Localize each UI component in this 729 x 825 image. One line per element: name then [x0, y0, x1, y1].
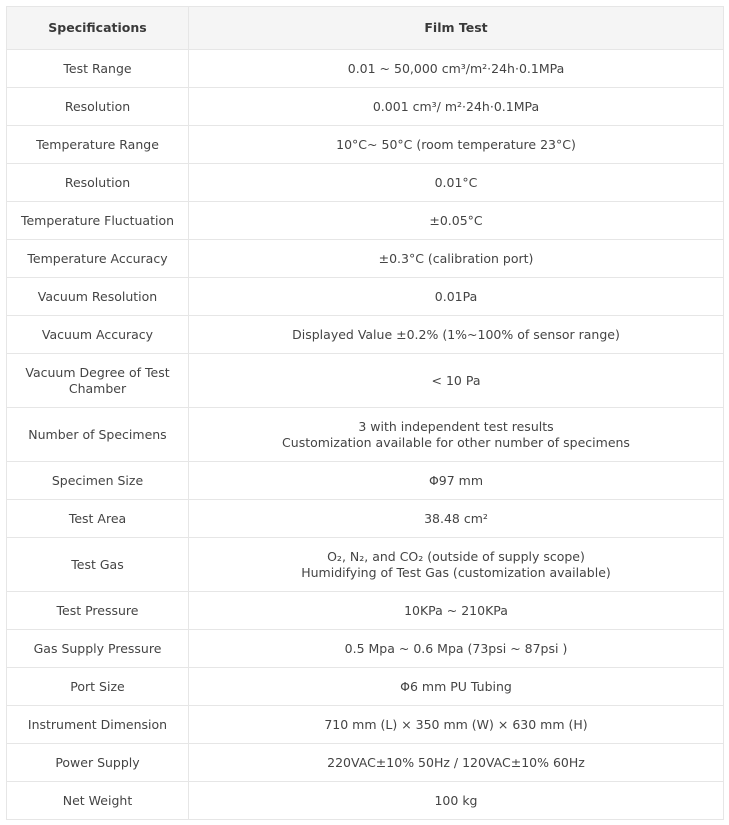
spec-label: Number of Specimens [7, 408, 189, 462]
spec-label: Vacuum Degree of Test Chamber [7, 354, 189, 408]
spec-value: Φ6 mm PU Tubing [189, 668, 724, 706]
spec-label: Test Gas [7, 538, 189, 592]
spec-value: < 10 Pa [189, 354, 724, 408]
spec-value: 0.01 ~ 50,000 cm³/m²·24h·0.1MPa [189, 50, 724, 88]
spec-value: 0.01Pa [189, 278, 724, 316]
spec-value: 38.48 cm² [189, 500, 724, 538]
spec-label: Temperature Range [7, 126, 189, 164]
table-row [7, 354, 724, 408]
spec-value: ±0.05°C [189, 202, 724, 240]
spec-label: Test Area [7, 500, 189, 538]
table-row [7, 240, 724, 278]
spec-value: Displayed Value ±0.2% (1%~100% of sensor range) [189, 316, 724, 354]
table-row [7, 278, 724, 316]
spec-label: Temperature Fluctuation [7, 202, 189, 240]
spec-value-line: Humidifying of Test Gas (customization available) [301, 564, 611, 580]
table-row [7, 592, 724, 630]
table-row [7, 668, 724, 706]
spec-value-multiline [189, 408, 724, 462]
spec-value: 710 mm (L) × 350 mm (W) × 630 mm (H) [189, 706, 724, 744]
table-row [7, 50, 724, 88]
spec-value: 0.5 Mpa ~ 0.6 Mpa (73psi ~ 87psi ) [189, 630, 724, 668]
spec-label: Gas Supply Pressure [7, 630, 189, 668]
spec-value: 0.01°C [189, 164, 724, 202]
spec-label: Vacuum Accuracy [7, 316, 189, 354]
table-row [7, 126, 724, 164]
spec-label: Test Range [7, 50, 189, 88]
spec-label: Test Pressure [7, 592, 189, 630]
spec-value: 10°C~ 50°C (room temperature 23°C) [189, 126, 724, 164]
spec-label: Vacuum Resolution [7, 278, 189, 316]
spec-value: 100 kg [189, 782, 724, 820]
table-row [7, 88, 724, 126]
spec-value-line: 3 with independent test results [358, 418, 554, 434]
spec-table [6, 6, 724, 820]
table-row [7, 630, 724, 668]
spec-value-multiline [189, 538, 724, 592]
spec-value: ±0.3°C (calibration port) [189, 240, 724, 278]
spec-label: Net Weight [7, 782, 189, 820]
spec-label: Power Supply [7, 744, 189, 782]
table-row [7, 706, 724, 744]
table-row [7, 782, 724, 820]
spec-value: 220VAC±10% 50Hz / 120VAC±10% 60Hz [189, 744, 724, 782]
spec-value-line: Customization available for other number of specimens [282, 434, 630, 450]
spec-label: Temperature Accuracy [7, 240, 189, 278]
table-row [7, 538, 724, 592]
spec-value: Φ97 mm [189, 462, 724, 500]
spec-value: 10KPa ~ 210KPa [189, 592, 724, 630]
spec-value-line: O₂, N₂, and CO₂ (outside of supply scope) [327, 548, 585, 564]
spec-label: Resolution [7, 88, 189, 126]
table-row [7, 500, 724, 538]
spec-label: Instrument Dimension [7, 706, 189, 744]
header-specifications: Specifications [7, 7, 189, 50]
spec-table-container [6, 6, 723, 820]
table-row [7, 164, 724, 202]
table-row [7, 202, 724, 240]
table-row [7, 316, 724, 354]
table-row [7, 408, 724, 462]
spec-label: Specimen Size [7, 462, 189, 500]
table-row [7, 462, 724, 500]
table-row [7, 744, 724, 782]
spec-label: Resolution [7, 164, 189, 202]
spec-label: Port Size [7, 668, 189, 706]
header-film-test: Film Test [189, 7, 724, 50]
spec-value: 0.001 cm³/ m²·24h·0.1MPa [189, 88, 724, 126]
table-header-row [7, 7, 724, 50]
